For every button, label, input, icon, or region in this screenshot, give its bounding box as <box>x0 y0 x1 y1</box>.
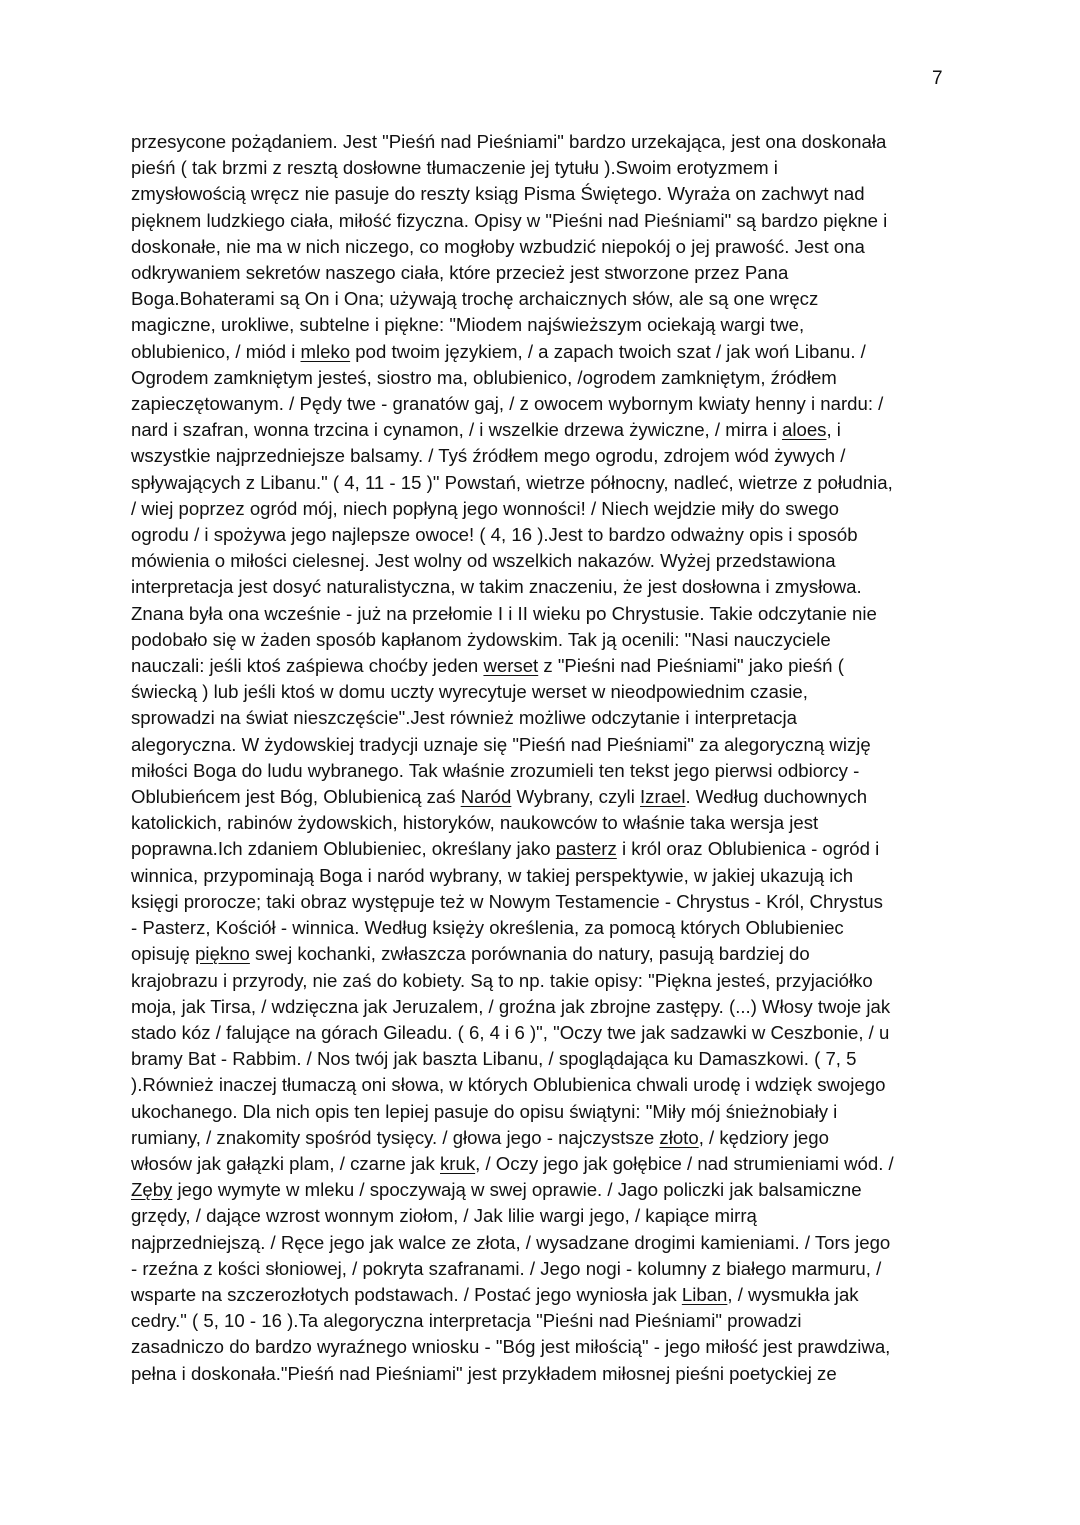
text-segment: miłości Boga do ludu wybranego. Tak właśnie zrozumieli ten tekst jego pierwsi odbiorcy - <box>131 759 860 781</box>
text-line <box>131 1361 961 1387</box>
text-segment: katolickich, rabinów żydowskich, historyków, naukowców to właśnie taka wersja jest <box>131 812 819 834</box>
body-text <box>131 129 961 1387</box>
text-segment: pięknem ludzkiego ciała, miłość fizyczna. Opisy w "Pieśni nad Pieśniami" są bardzo piękne i <box>131 209 888 231</box>
text-line <box>131 968 961 994</box>
text-line <box>131 941 961 967</box>
page-number: 7 <box>932 68 943 89</box>
text-segment: stado kóz / falujące na górach Gileadu. ( 6, 4 i 6 )", "Oczy twe jak sadzawki w Ceszbonie, / u <box>131 1021 890 1043</box>
text-segment: wszystkie najprzedniejsze balsamy. / Tyś źródłem mego ogrodu, zdrojem wód żywych / <box>131 445 846 467</box>
text-segment: - rzeźna z kości słoniowej, / pokryta szafranami. / Jego nogi - kolumny z białego marmuru, / <box>131 1257 882 1279</box>
text-segment: księgi prorocze; taki obraz występuje też w Nowym Testamencie - Chrystus - Król, Chrystus <box>131 890 883 912</box>
text-segment: alegoryczna. W żydowskiej tradycji uznaje się "Pieśń nad Pieśniami" za alegoryczną wizję <box>131 733 871 755</box>
text-line <box>131 627 961 653</box>
text-line <box>131 260 961 286</box>
text-segment: jego wymyte w mleku / spoczywają w swej oprawie. / Jago policzki jak balsamiczne <box>172 1179 862 1201</box>
text-line <box>131 836 961 862</box>
underlined-word[interactable]: aloes <box>782 419 827 441</box>
text-line <box>131 470 961 496</box>
text-segment: Boga.Bohaterami są On i Ona; używają trochę archaicznych słów, ale są one wręcz <box>131 288 819 310</box>
text-line <box>131 312 961 338</box>
text-segment: sprowadzi na świat nieszczęście".Jest również możliwe odczytanie i interpretacja <box>131 707 797 729</box>
underlined-word[interactable]: kruk <box>440 1152 476 1174</box>
text-line <box>131 443 961 469</box>
text-segment: nard i szafran, wonna trzcina i cynamon, / i wszelkie drzewa żywiczne, / mirra i <box>131 419 783 441</box>
text-line <box>131 391 961 417</box>
text-segment: magiczne, urokliwe, subtelne i piękne: "Miodem najświeższym ociekają wargi twe, <box>131 314 805 336</box>
text-segment: nauczali: jeśli ktoś zaśpiewa choćby jeden <box>131 655 484 677</box>
text-segment: zmysłowością wręcz nie pasuje do reszty ksiąg Pisma Świętego. Wyraża on zachwyt nad <box>131 183 865 205</box>
text-line <box>131 548 961 574</box>
text-line <box>131 1072 961 1098</box>
underlined-word[interactable]: Liban <box>681 1283 728 1305</box>
text-line <box>131 889 961 915</box>
text-segment: zapieczętowanym. / Pędy twe - granatów gaj, / z owocem wybornym kwiaty henny i nardu: / <box>131 393 884 415</box>
text-line <box>131 1046 961 1072</box>
underlined-word[interactable]: Naród <box>460 786 512 808</box>
text-segment: winnica, przypominają Boga i naród wybrany, w takiej perspektywie, w jakiej ukazują ich <box>131 864 854 886</box>
underlined-word[interactable]: piękno <box>195 943 250 965</box>
text-segment: spływających z Libanu." ( 4, 11 - 15 )" Powstań, wietrze północny, nadleć, wietrze z południa, <box>131 471 893 493</box>
text-line <box>131 1151 961 1177</box>
text-line <box>131 155 961 181</box>
text-line <box>131 1177 961 1203</box>
text-segment: Ogrodem zamkniętym jesteś, siostro ma, oblubienico, /ogrodem zamkniętym, źródłem <box>131 366 837 388</box>
text-segment: i król oraz Oblubienica - ogród i <box>616 838 880 860</box>
text-line <box>131 522 961 548</box>
text-line <box>131 732 961 758</box>
text-segment: ukochanego. Dla nich opis ten lepiej pasuje do opisu świątyni: "Miły mój śnieżnobiały i <box>131 1100 838 1122</box>
text-line <box>131 234 961 260</box>
text-segment: interpretacja jest dosyć naturalistyczna, w takim znaczeniu, że jest dosłowna i zmysłowa. <box>131 576 862 598</box>
text-segment: - Pasterz, Kościół - winnica. Według księży określenia, za pomocą których Oblubieniec <box>131 917 844 939</box>
text-line <box>131 574 961 600</box>
text-segment: pełna i doskonała."Pieśń nad Pieśniami" jest przykładem miłosnej pieśni poetyckiej ze <box>131 1362 837 1384</box>
text-line <box>131 181 961 207</box>
text-line <box>131 1125 961 1151</box>
text-segment: pieśń ( tak brzmi z resztą dosłowne tłumaczenie jej tytułu ).Swoim erotyzmem i <box>131 157 778 179</box>
text-line <box>131 653 961 679</box>
text-segment: ogrodu / i spożywa jego najlepsze owoce! ( 4, 16 ).Jest to bardzo odważny opis i sposób <box>131 524 858 546</box>
text-line <box>131 339 961 365</box>
text-segment: zasadniczo do bardzo wyraźnego wniosku - "Bóg jest miłością" - jego miłość jest prawdziwa, <box>131 1336 891 1358</box>
text-segment: krajobrazu i przyrody, nie zaś do kobiety. Są to np. takie opisy: "Piękna jesteś, przyjaciółko <box>131 969 873 991</box>
text-line <box>131 365 961 391</box>
text-segment: mówienia o miłości cielesnej. Jest wolny od wszelkich nakazów. Wyżej przedstawiona <box>131 550 836 572</box>
text-line <box>131 994 961 1020</box>
text-line <box>131 679 961 705</box>
text-segment: podobało się w żaden sposób kapłanom żydowskim. Tak ją ocenili: "Nasi nauczyciele <box>131 628 831 650</box>
text-segment: odkrywaniem sekretów naszego ciała, które przecież jest stworzone przez Pana <box>131 262 789 284</box>
text-segment: , / wysmukła jak <box>727 1283 859 1305</box>
underlined-word[interactable]: werset <box>483 655 539 677</box>
text-line <box>131 1282 961 1308</box>
text-line <box>131 1308 961 1334</box>
text-segment: ).Również inaczej tłumaczą oni słowa, w których Oblubienica chwali urodę i wdzięk swojego <box>131 1074 886 1096</box>
text-segment: oblubienico, / miód i <box>131 340 301 362</box>
text-segment: wsparte na szczerozłotych podstawach. / Postać jego wyniosła jak <box>131 1283 682 1305</box>
text-segment: . Według duchownych <box>685 786 868 808</box>
text-segment: Wybrany, czyli <box>511 786 640 808</box>
text-segment: , i <box>826 419 841 441</box>
text-line <box>131 758 961 784</box>
text-segment: świecką ) lub jeśli ktoś w domu uczty wyrecytuje werset w nieodpowiednim czasie, <box>131 681 808 703</box>
text-line <box>131 417 961 443</box>
text-line <box>131 1256 961 1282</box>
text-segment: , / kędziory jego <box>698 1126 829 1148</box>
underlined-word[interactable]: pasterz <box>555 838 617 860</box>
text-segment: cedry." ( 5, 10 - 16 ).Ta alegoryczna interpretacja "Pieśni nad Pieśniami" prowadzi <box>131 1310 802 1332</box>
text-line <box>131 1203 961 1229</box>
text-segment: najprzedniejszą. / Ręce jego jak walce ze złota, / wysadzane drogimi kamieniami. / Tors jego <box>131 1231 891 1253</box>
text-segment: pod twoim językiem, / a zapach twoich szat / jak woń Libanu. / <box>350 340 866 362</box>
text-segment: swej kochanki, zwłaszcza porównania do natury, pasują bardziej do <box>249 943 810 965</box>
text-segment: Oblubieńcem jest Bóg, Oblubienicą zaś <box>131 786 461 808</box>
text-line <box>131 601 961 627</box>
underlined-word[interactable]: Izrael <box>640 786 686 808</box>
text-segment: moja, jak Tirsa, / wdzięczna jak Jeruzalem, / groźna jak zbrojne zastępy. (...) Włosy twoje jak <box>131 995 891 1017</box>
text-segment: przesycone pożądaniem. Jest "Pieśń nad Pieśniami" bardzo urzekająca, jest ona doskonała <box>131 131 887 152</box>
text-segment: poprawna.Ich zdaniem Oblubieniec, określany jako <box>131 838 556 860</box>
underlined-word[interactable]: Zęby <box>131 1179 173 1201</box>
text-segment: opisuję <box>131 943 196 965</box>
underlined-word[interactable]: złoto <box>659 1126 699 1148</box>
text-segment: grzędy, / dające wzrost wonnym ziołom, / Jak lilie wargi jego, / kapiące mirrą <box>131 1205 757 1227</box>
text-line <box>131 863 961 889</box>
text-line <box>131 1099 961 1125</box>
text-line <box>131 784 961 810</box>
text-segment: z "Pieśni nad Pieśniami" jako pieśń ( <box>538 655 844 677</box>
text-line <box>131 129 961 155</box>
text-segment: Znana była ona wcześnie - już na przełomie I i II wieku po Chrystusie. Takie odczytanie nie <box>131 602 877 624</box>
text-segment: , / Oczy jego jak gołębice / nad strumieniami wód. / <box>475 1152 894 1174</box>
text-line <box>131 208 961 234</box>
text-segment: bramy Bat - Rabbim. / Nos twój jak baszta Libanu, / spoglądająca ku Damaszkowi. ( 7, 5 <box>131 1048 857 1070</box>
text-line <box>131 286 961 312</box>
text-line <box>131 1230 961 1256</box>
text-line <box>131 1020 961 1046</box>
underlined-word[interactable]: mleko <box>300 340 351 362</box>
text-segment: doskonałe, nie ma w nich niczego, co mogłoby wzbudzić niepokój o jej prawość. Jest ona <box>131 235 865 257</box>
text-segment: / wiej poprzez ogród mój, niech popłyną jego wonności! / Niech wejdzie miły do swego <box>131 497 839 519</box>
text-line <box>131 496 961 522</box>
text-line <box>131 810 961 836</box>
text-line <box>131 705 961 731</box>
text-line <box>131 915 961 941</box>
text-segment: rumiany, / znakomity spośród tysięcy. / głowa jego - najczystsze <box>131 1126 660 1148</box>
text-segment: włosów jak gałązki plam, / czarne jak <box>131 1152 440 1174</box>
text-line <box>131 1334 961 1360</box>
